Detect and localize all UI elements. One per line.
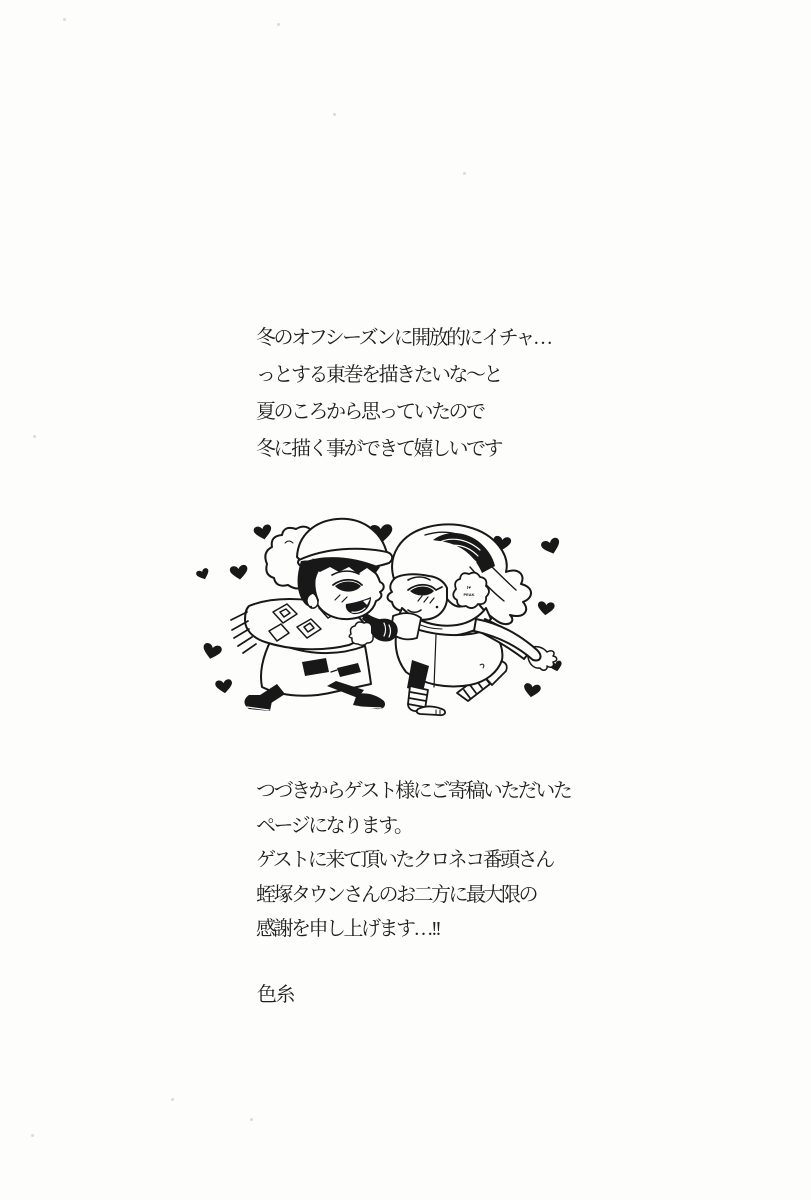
artist-signature: 色糸 <box>257 984 294 1006</box>
scan-speck <box>63 18 66 21</box>
text-line: 冬に描く事ができて嬉しいです <box>256 438 501 460</box>
right-face <box>388 574 448 620</box>
scan-speck <box>250 1118 253 1121</box>
text-line: 冬のオフシーズンに開放的にイチャ… <box>256 327 551 349</box>
text-line: っとする東巻を描きたいな〜と <box>256 364 501 386</box>
scan-speck <box>463 172 466 175</box>
earmuff-text-line2: PEAK <box>463 592 475 597</box>
bare-foot <box>417 706 445 715</box>
dark-glove <box>371 619 398 642</box>
text-line: 感謝を申し上げます…!! <box>256 918 440 940</box>
mole <box>436 606 439 609</box>
earmuff-text-line1: I♥ <box>466 585 472 590</box>
chibi-kiss-illustration <box>185 500 585 720</box>
text-line: 夏のころから思っていたので <box>256 401 484 423</box>
afterword-paragraph-2 <box>256 774 570 947</box>
text-line: つづきからゲスト様にご寄稿いただいた <box>256 780 571 802</box>
ear <box>307 593 318 608</box>
earring <box>310 606 312 608</box>
scan-speck <box>31 1134 34 1137</box>
text-line: ページになります。 <box>256 814 412 837</box>
text-line: 蛭塚タウンさんのお二方に最大限の <box>256 883 536 906</box>
scan-speck <box>171 1098 174 1101</box>
afterword-paragraph-1 <box>256 320 551 468</box>
scan-speck <box>33 435 36 438</box>
scan-speck <box>333 113 336 116</box>
scan-speck <box>277 23 280 26</box>
text-line: ゲストに来て頂いたクロネコ番頭さん <box>256 849 553 871</box>
